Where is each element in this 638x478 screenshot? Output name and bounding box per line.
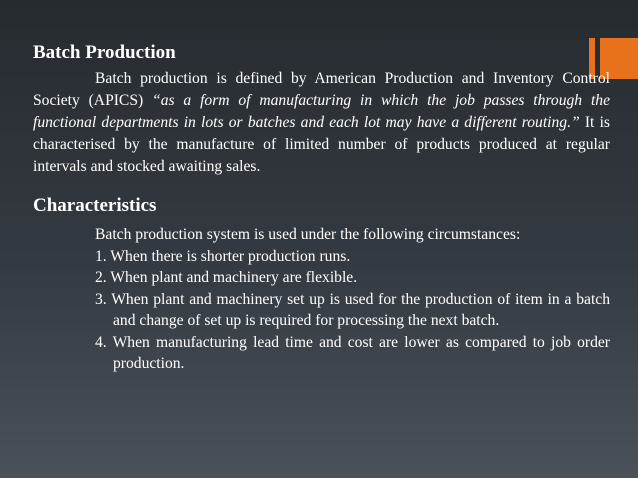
circumstances-list (95, 246, 610, 375)
list-item: 1. When there is shorter production runs. (95, 247, 351, 265)
list-item: 3. When plant and machinery set up is used for the production of item in a batch and change of set up is required for processing the next batch. (95, 290, 610, 329)
list-item: 2. When plant and machinery are flexible. (95, 269, 358, 286)
characteristics-intro: Batch production system is used under the following circumstances: (95, 226, 521, 243)
section-heading-characteristics: Characteristics (33, 195, 157, 216)
batch-production-definition (33, 68, 610, 178)
definition-text-start: Batch production is defined by American Production and Inventory Control Society (APICS) (33, 70, 610, 109)
section-heading-batch-production: Batch Production (33, 42, 176, 63)
apics-quote: “as a form of manufacturing in which the job passes through the functional departments in lots or batches and each lot may have a different routing.” (33, 92, 610, 131)
definition-text-end: It is characterised by the manufacture of limited number of products produced at regular intervals and stocked awaiting sales. (33, 114, 610, 175)
slide-content (33, 40, 610, 375)
list-item: 4. When manufacturing lead time and cost are lower as compared to job order production. (95, 333, 610, 372)
